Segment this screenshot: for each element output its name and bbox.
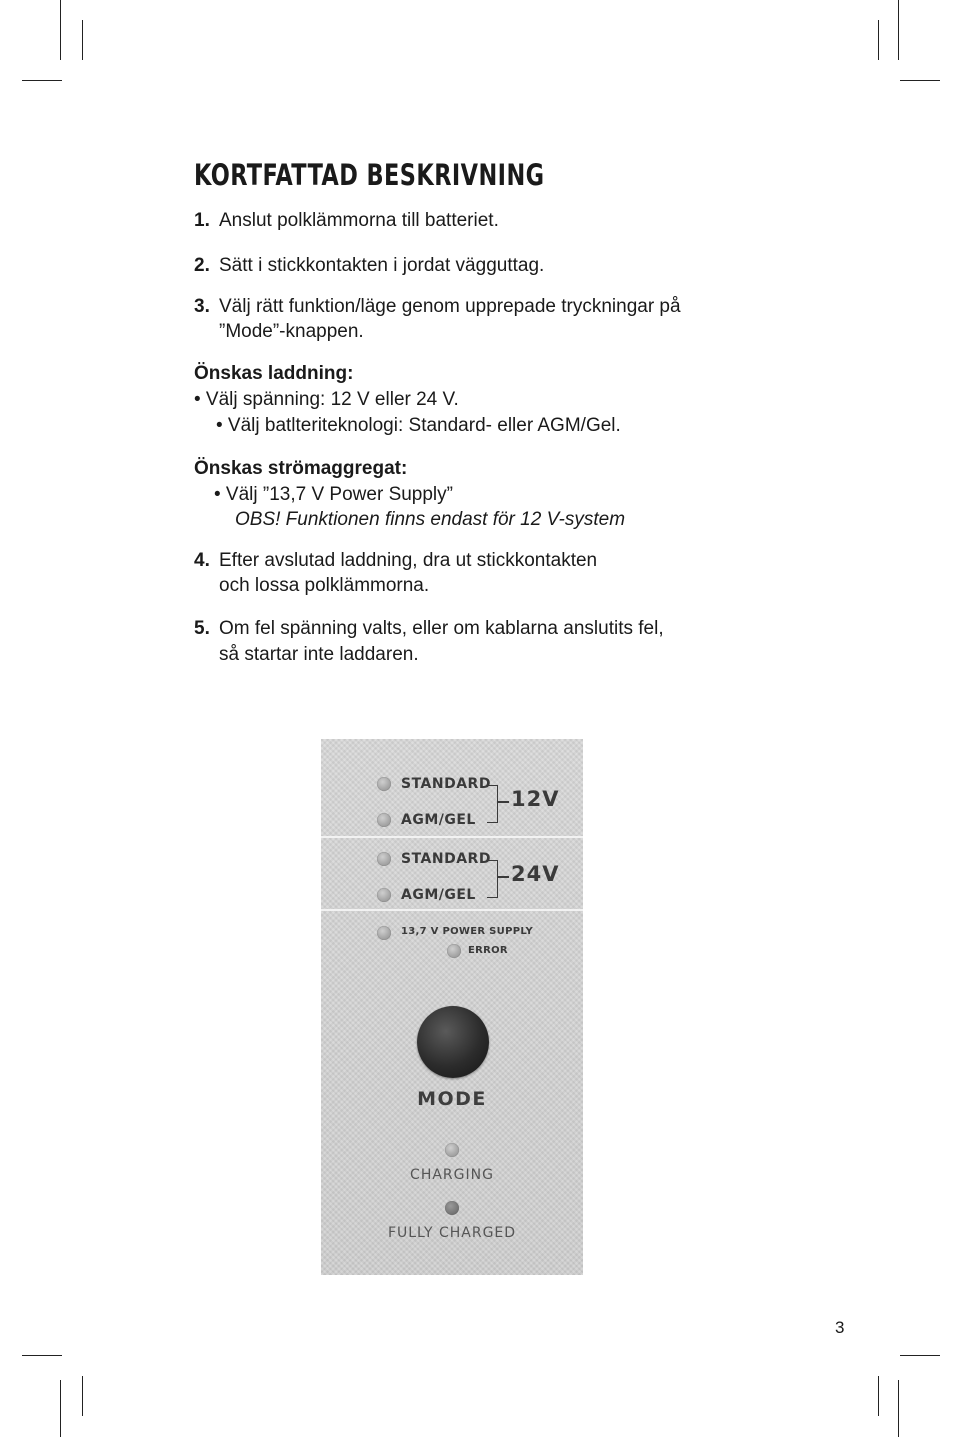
step-text: ”Mode”-knappen.	[219, 321, 364, 342]
fully-charged-led-icon	[445, 1201, 459, 1215]
step-number: 5.	[194, 618, 210, 639]
agm-12v-label: AGM/GEL	[401, 812, 476, 828]
agm-12v-led-icon	[377, 813, 391, 827]
error-led-icon	[447, 944, 461, 958]
step-number: 4.	[194, 550, 210, 571]
mode-button[interactable]	[417, 1006, 489, 1078]
fully-charged-label: FULLY CHARGED	[387, 1225, 517, 1241]
charging-label: CHARGING	[410, 1167, 494, 1183]
power-supply-label: 13,7 V POWER SUPPLY	[401, 926, 533, 937]
step-text: Välj rätt funktion/läge genom upprepade tryckningar på	[219, 296, 681, 317]
page-title: KORTFATTAD BESKRIVNING	[194, 158, 545, 192]
charging-heading: Önskas laddning:	[194, 363, 354, 384]
step-text: Anslut polklämmorna till batteriet.	[219, 210, 499, 231]
bullet-item: • Välj ”13,7 V Power Supply”	[214, 484, 453, 505]
standard-12v-label: STANDARD	[401, 776, 491, 792]
step-number: 1.	[194, 210, 210, 231]
standard-12v-led-icon	[377, 777, 391, 791]
agm-24v-label: AGM/GEL	[401, 887, 476, 903]
step-text: Sätt i stickkontakten i jordat vägguttag.	[219, 255, 545, 276]
power-heading: Önskas strömaggregat:	[194, 458, 408, 479]
standard-24v-led-icon	[377, 852, 391, 866]
page-number: 3	[835, 1318, 845, 1337]
agm-24v-led-icon	[377, 888, 391, 902]
step-text: Om fel spänning valts, eller om kablarna anslutits fel,	[219, 618, 664, 639]
step-text: och lossa polklämmorna.	[219, 575, 430, 596]
charger-control-panel	[321, 739, 583, 1275]
12v-label: 12V	[511, 787, 560, 811]
bullet-item: • Välj batlteriteknologi: Standard- eller AGM/Gel.	[216, 415, 621, 436]
step-number: 3.	[194, 296, 210, 317]
mode-label: MODE	[417, 1088, 487, 1110]
24v-label: 24V	[511, 862, 560, 886]
standard-24v-label: STANDARD	[401, 851, 491, 867]
step-text: så startar inte laddaren.	[219, 644, 419, 665]
step-text: Efter avslutad laddning, dra ut stickkontakten	[219, 550, 598, 571]
note-text: OBS! Funktionen finns endast för 12 V-system	[235, 509, 626, 530]
charging-led-icon	[445, 1143, 459, 1157]
step-number: 2.	[194, 255, 210, 276]
bullet-item: • Välj spänning: 12 V eller 24 V.	[194, 389, 459, 410]
error-label: ERROR	[468, 945, 508, 956]
power-supply-led-icon	[377, 926, 391, 940]
